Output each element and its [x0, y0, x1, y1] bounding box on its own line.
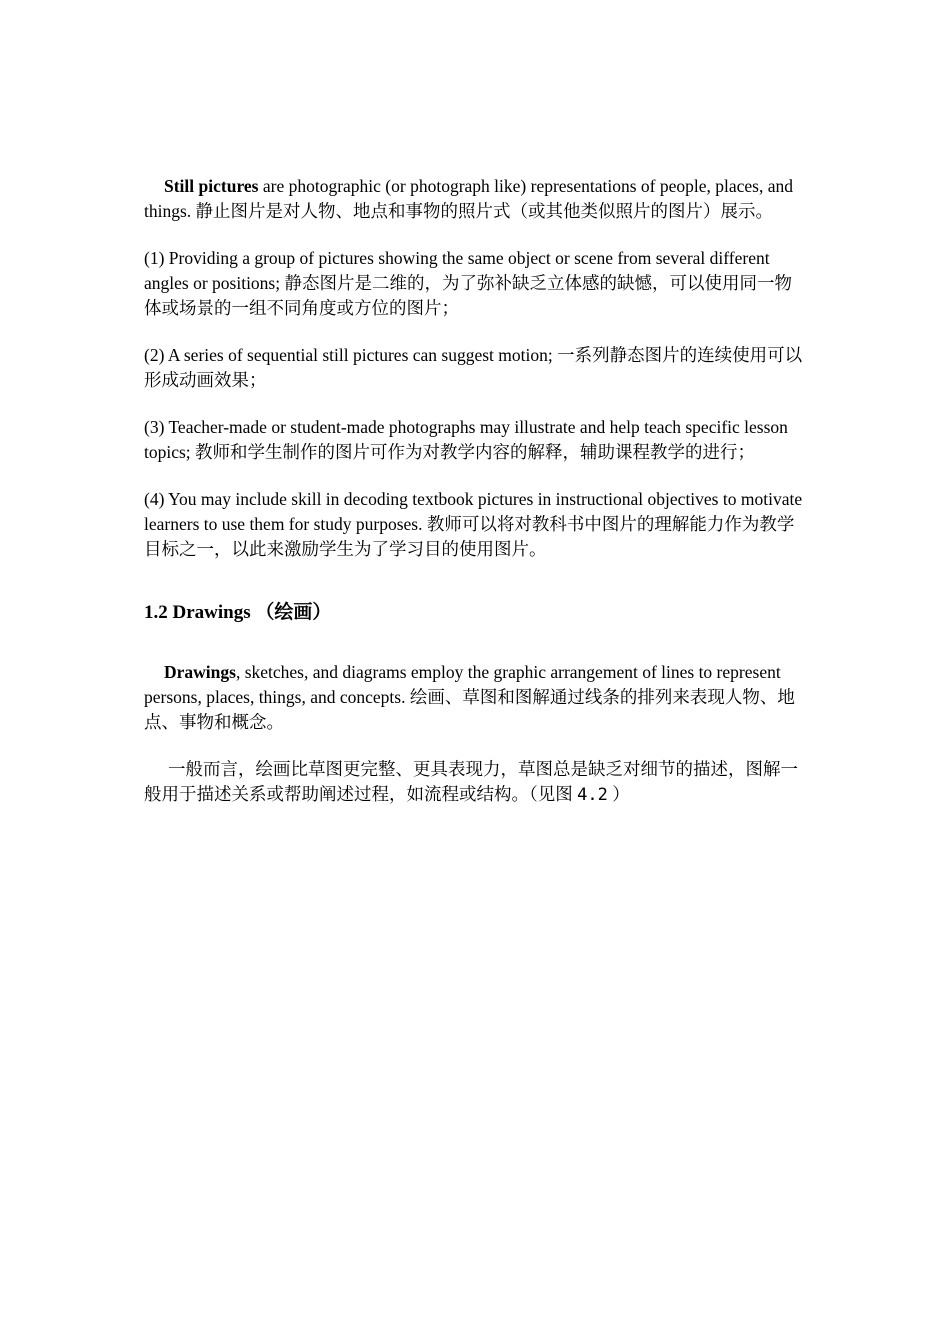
list-item-cn: 一系列静态图片的连续使用可以形成动画效果； [144, 345, 803, 390]
list-item-en: (4) You may include skill in decoding textbook pictures in instructional objectives to motivate learners to use them for study purposes. [144, 489, 803, 534]
list-item-cn: 教师可以将对教科书中图片的理解能力作为教学目标之一，以此来激励学生为了学习目的使用图片。 [144, 514, 795, 559]
drawings-paragraph [144, 660, 804, 735]
drawings-comparison-paragraph [144, 757, 804, 808]
drawings-definition-cn: 绘画、草图和图解通过线条的排列来表现人物、地点、事物和概念。 [144, 687, 795, 732]
still-pictures-paragraph [144, 174, 804, 224]
list-item-en: (1) Providing a group of pictures showing the same object or scene from several different angles or positions; [144, 248, 770, 293]
list-item [144, 415, 804, 465]
list-item [144, 246, 804, 321]
still-pictures-definition-en: are photographic (or photograph like) representations of people, places, and things. [144, 176, 794, 221]
figure-reference: 4.2 [577, 785, 608, 805]
list-item-cn: 教师和学生制作的图片可作为对教学内容的解释，辅助课程教学的进行； [195, 442, 756, 462]
list-item-cn: 静态图片是二维的，为了弥补缺乏立体感的缺憾，可以使用同一物体或场景的一组不同角度或方位的图片； [144, 273, 792, 318]
section-heading: 1.2 Drawings （绘画） [144, 602, 332, 623]
term-still-pictures: Still pictures [164, 176, 259, 196]
still-pictures-definition-cn: 静止图片是对人物、地点和事物的照片式（或其他类似照片的图片）展示。 [195, 201, 774, 221]
comparison-text: 一般而言，绘画比草图更完整、更具表现力，草图总是缺乏对细节的描述，图解一般用于描述关系或帮助阐述过程，如流程或结构。（见图 [144, 759, 798, 804]
list-item-en: (2) A series of sequential still pictures can suggest motion; [144, 345, 558, 365]
figure-reference-close: ） [607, 784, 630, 804]
drawings-definition-en: , sketches, and diagrams employ the graphic arrangement of lines to represent persons, places, things, and concepts. [144, 662, 781, 707]
list-item-en: (3) Teacher-made or student-made photographs may illustrate and help teach specific lesson topics; [144, 417, 788, 462]
document-body [144, 174, 804, 830]
list-item [144, 343, 804, 393]
term-drawings: Drawings [164, 662, 236, 682]
list-item [144, 487, 804, 562]
